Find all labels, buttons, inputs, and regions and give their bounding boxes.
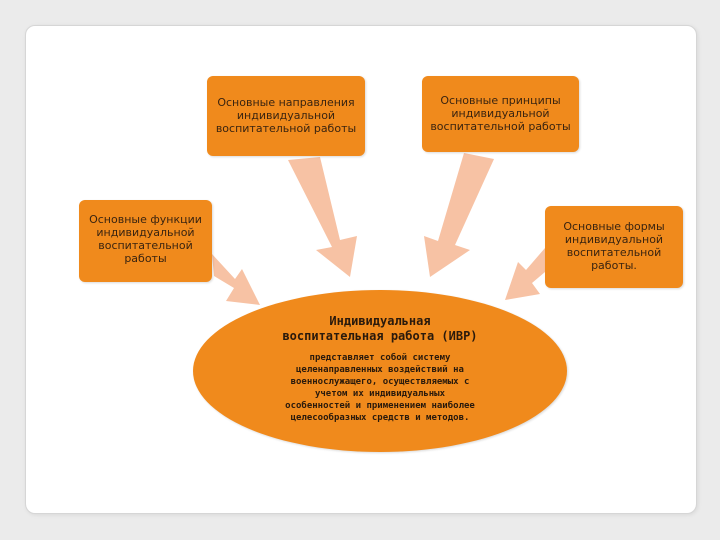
arrow-principles <box>424 153 494 277</box>
center-title-line-1: Индивидуальная <box>329 314 431 328</box>
center-body-line-5: особенностей и применением наиболее <box>285 401 475 411</box>
forms-line-2: индивидуальной <box>564 233 664 246</box>
center-body-line-2: целенаправленных воздействий на <box>296 365 464 375</box>
forms-line-1: Основные формы <box>563 220 665 233</box>
principles-line-3: воспитательной работы <box>430 120 571 133</box>
principles-box <box>422 76 579 152</box>
principles-line-2: индивидуальной <box>451 107 550 120</box>
arrow-forms <box>505 248 545 300</box>
center-ellipse <box>193 290 567 452</box>
center-title <box>243 314 517 344</box>
center-body-line-6: целесообразных средств и методов. <box>290 413 470 423</box>
center-body-line-3: военнослужащего, осуществляемых с <box>290 377 470 387</box>
arrow-directions <box>288 157 357 277</box>
functions-line-3: воспитательной <box>98 239 193 252</box>
forms-box <box>545 206 683 288</box>
center-definition <box>243 352 517 424</box>
functions-line-2: индивидуальной <box>96 226 195 239</box>
center-body-line-1: представляет собой систему <box>309 353 451 363</box>
center-body-line-4: учетом их индивидуальных <box>314 389 446 399</box>
center-title-line-2: воспитательная работа (ИВР) <box>282 329 478 343</box>
forms-line-3: воспитательной <box>566 246 662 259</box>
functions-box <box>79 200 212 282</box>
forms-line-4: работы. <box>591 259 637 272</box>
directions-box <box>207 76 365 156</box>
directions-line-3: воспитательной работы <box>215 122 357 135</box>
directions-line-2: индивидуальной <box>236 109 336 122</box>
principles-line-1: Основные принципы <box>440 94 561 107</box>
functions-line-1: Основные функции <box>89 213 202 226</box>
arrow-functions <box>212 254 260 305</box>
directions-line-1: Основные направления <box>217 96 355 109</box>
functions-line-4: работы <box>124 252 167 265</box>
